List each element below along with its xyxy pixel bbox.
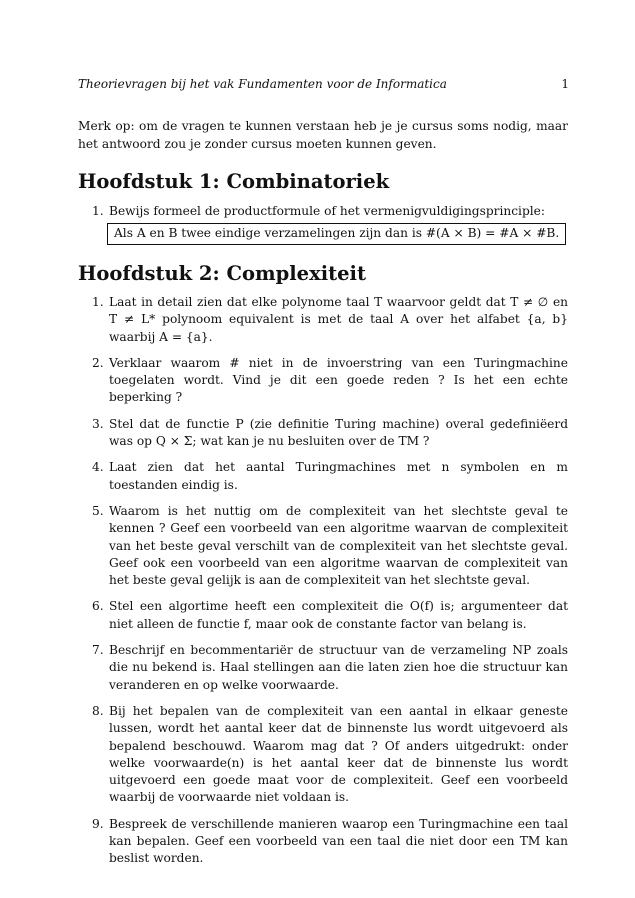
question-item [78, 203, 568, 245]
intro-note: Merk op: om de vragen te kunnen verstaan heb je je cursus soms nodig, maar het antwoord zou je zonder cursus moeten kunnen geven. [78, 119, 568, 151]
question-item [78, 598, 568, 633]
question-item [78, 459, 568, 494]
question-item [78, 642, 568, 694]
question-number: 5. [92, 503, 104, 518]
question-number: 8. [92, 703, 104, 718]
question-text: Laat in detail zien dat elke polynome taal T waarvoor geldt dat T ≠ ∅ en T ≠ L* polynoom equivalent is met de taal A over het alfabet {a, b} waarbij A = {a}. [109, 295, 568, 344]
question-number: 4. [92, 460, 104, 475]
chapter-2-title: Hoofdstuk 2: Complexiteit [78, 262, 366, 285]
question-number: 2. [92, 355, 104, 370]
question-number: 1. [92, 295, 104, 309]
boxed-statement: Als A en B twee eindige verzamelingen zijn dan is #(A × B) = #A × #B. [107, 223, 566, 244]
question-number: 1. [92, 204, 104, 218]
question-text: Bespreek de verschillende manieren waarop een Turingmachine een taal kan bepalen. Geef een voorbeeld van een taal die niet door een TM kan beslist worden. [109, 816, 568, 866]
question-number: 3. [92, 416, 104, 431]
question-number: 9. [92, 816, 104, 831]
chapter-1-title: Hoofdstuk 1: Combinatoriek [78, 170, 390, 193]
chapter-2-questions [78, 294, 568, 877]
question-text: Stel een algortime heeft een complexiteit die O(f) is; argumenteer dat niet alleen de functie f, maar ook de constante factor van belang is. [109, 599, 568, 631]
question-text: Bewijs formeel de productformule of het vermenigvuldigingsprinciple: [109, 204, 545, 218]
question-text: Verklaar waarom # niet in de invoerstring van een Turingmachine toegelaten wordt. Vind je dit een goede reden ? Is het een echte beperking ? [109, 355, 568, 405]
question-item [78, 703, 568, 807]
question-item [78, 294, 568, 346]
question-text: Beschrijf en becommentariër de structuur van de verzameling NP zoals die nu bekend is. Haal stellingen aan die laten zien hoe die structuur kan veranderen en op welke voorwaarde. [109, 643, 568, 692]
question-text: Laat zien dat het aantal Turingmachines met n symbolen en m toestanden eindig is. [109, 460, 568, 492]
question-item [78, 503, 568, 589]
question-text: Stel dat de functie P (zie definitie Turing machine) overal gedefiniëerd was op Q × Σ; wat kan je nu besluiten over de TM ? [109, 416, 568, 449]
question-item [78, 816, 568, 868]
question-text: Waarom is het nuttig om de complexiteit van het slechtste geval te kennen ? Geef een voorbeeld van een algoritme waarvan de complexiteit van het beste geval verschilt van de complexiteit van het slechtste geval. Geef ook een voorbeeld van een algoritme waarvan de complexiteit van het beste geval gelijk is aan de complexiteit van het slechtste geval. [109, 503, 568, 588]
question-text: Bij het bepalen van de complexiteit van een aantal in elkaar geneste lussen, wordt het aantal keer dat de binnenste lus wordt uitgevoerd als bepalend beschouwd. Waarom mag dat ? Of anders uitgedrukt: onder welke voorwaarde(n) is het aantal keer dat de binnenste lus wordt uitgevoerd een goede maat voor de complexiteit. Geef een voorbeeld waarbij de voorwaarde niet voldaan is. [109, 703, 568, 805]
running-title: Theorievragen bij het vak Fundamenten voor de Informatica [78, 77, 447, 91]
question-number: 7. [92, 643, 104, 658]
question-item [78, 416, 568, 451]
question-number: 6. [92, 599, 104, 614]
question-item [78, 355, 568, 407]
chapter-1-questions [78, 203, 568, 254]
page-number: 1 [561, 77, 569, 91]
running-header [78, 77, 569, 91]
